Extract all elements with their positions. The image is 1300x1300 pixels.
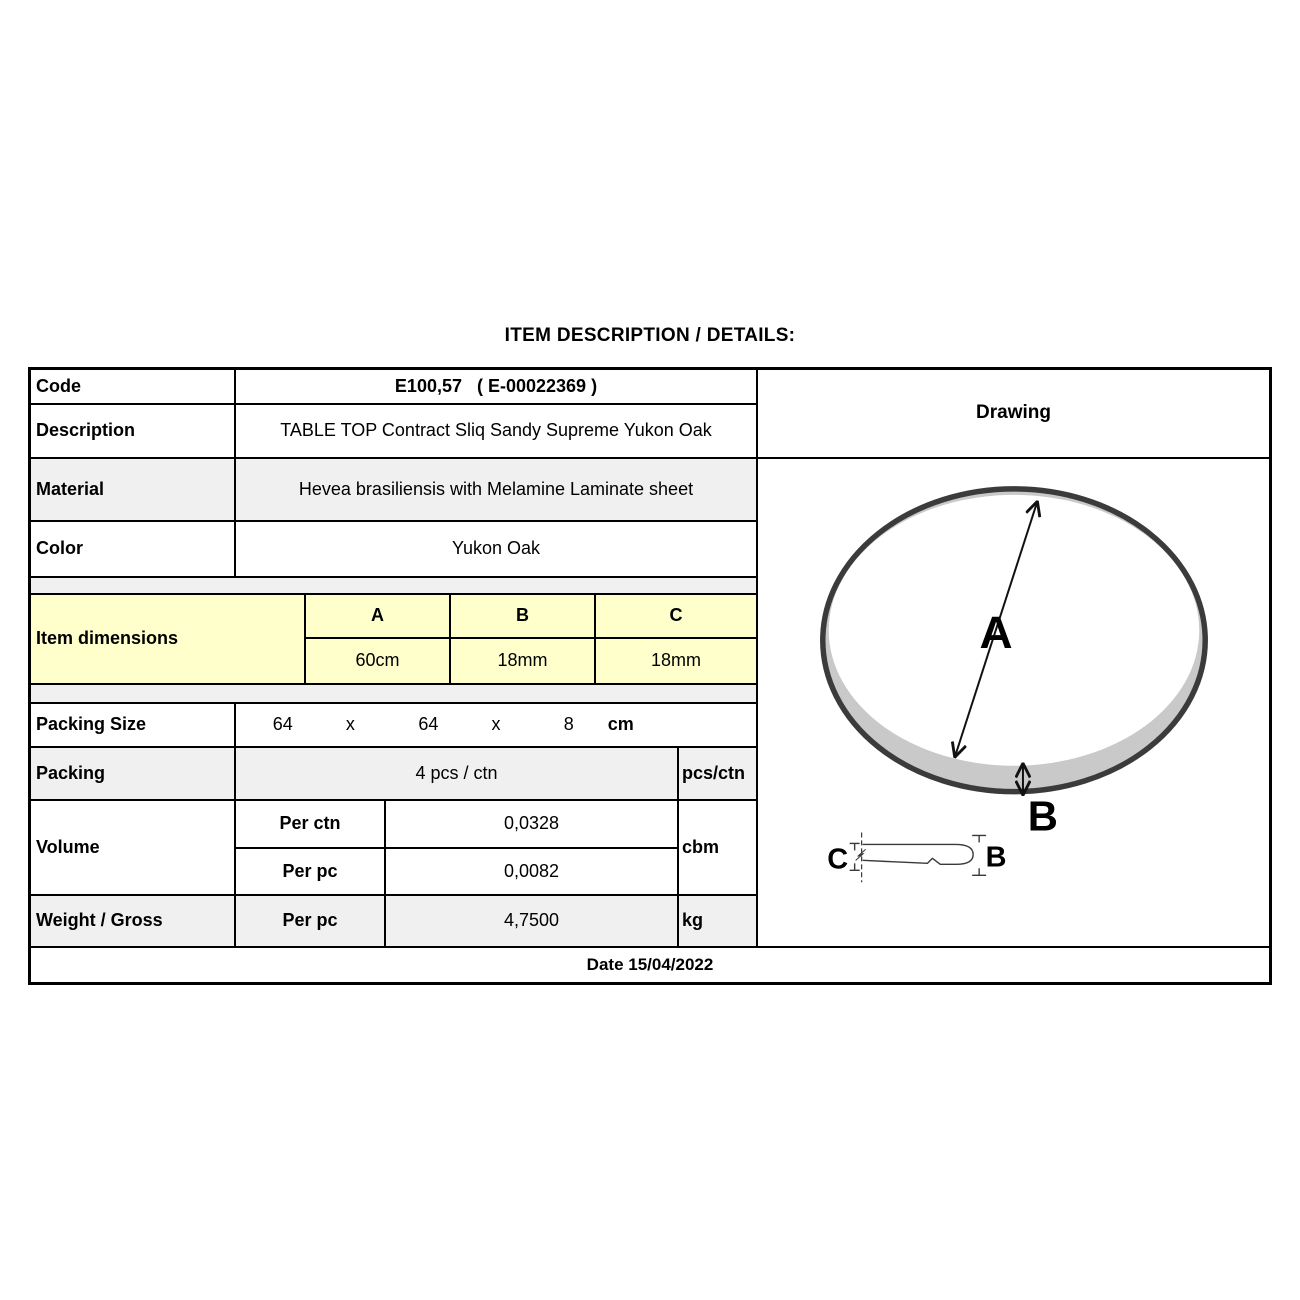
description-label: Description (30, 404, 235, 458)
edge-profile-drawing (850, 832, 986, 882)
date-row: Date 15/04/2022 (30, 947, 1270, 983)
volume-per-ctn-label: Per ctn (235, 800, 385, 848)
label-c-profile: C (827, 843, 849, 876)
packing-unit: pcs/ctn (678, 747, 757, 800)
color-label: Color (30, 521, 235, 577)
drawing-panel (757, 458, 1270, 947)
tabletop-drawing (758, 459, 1269, 946)
material-value: Hevea brasiliensis with Melamine Laminate sheet (235, 458, 757, 521)
packing-label: Packing (30, 747, 235, 800)
packing-size-times: x (345, 714, 355, 735)
description-value: TABLE TOP Contract Sliq Sandy Supreme Yukon Oak (235, 404, 757, 458)
weight-unit: kg (678, 895, 757, 947)
dimension-col-a-header: A (305, 594, 450, 638)
packing-size-height: 8 (563, 714, 574, 735)
dimension-b-value: 18mm (450, 638, 595, 684)
dimension-col-c-header: C (595, 594, 757, 638)
packing-value: 4 pcs / ctn (235, 747, 678, 800)
label-a: A (979, 607, 1013, 659)
item-dimensions-label: Item dimensions (30, 594, 305, 684)
spacer-row (30, 684, 757, 703)
packing-size-value (235, 703, 757, 747)
packing-size-times: x (491, 714, 501, 735)
dimension-c-value: 18mm (595, 638, 757, 684)
color-value: Yukon Oak (235, 521, 757, 577)
packing-size-label: Packing Size (30, 703, 235, 747)
label-b-profile: B (985, 841, 1007, 874)
volume-label: Volume (30, 800, 235, 895)
volume-per-pc-label: Per pc (235, 848, 385, 895)
packing-size-unit: cm (607, 714, 634, 735)
page-title: ITEM DESCRIPTION / DETAILS: (504, 325, 796, 346)
volume-unit: cbm (678, 800, 757, 895)
spec-table (28, 367, 1272, 985)
packing-size-depth: 64 (418, 714, 439, 735)
spacer-row (30, 577, 757, 594)
weight-per-pc-label: Per pc (235, 895, 385, 947)
dimension-a-value: 60cm (305, 638, 450, 684)
volume-per-ctn-value: 0,0328 (385, 800, 678, 848)
code-value: E100,57 ( E-00022369 ) (235, 369, 757, 404)
drawing-header: Drawing (757, 369, 1270, 458)
tabletop-surface-ellipse (829, 495, 1199, 766)
dimension-col-b-header: B (450, 594, 595, 638)
material-label: Material (30, 458, 235, 521)
code-label: Code (30, 369, 235, 404)
weight-value: 4,7500 (385, 895, 678, 947)
volume-per-pc-value: 0,0082 (385, 848, 678, 895)
weight-label: Weight / Gross (30, 895, 235, 947)
label-b: B (1027, 792, 1058, 840)
packing-size-width: 64 (272, 714, 293, 735)
